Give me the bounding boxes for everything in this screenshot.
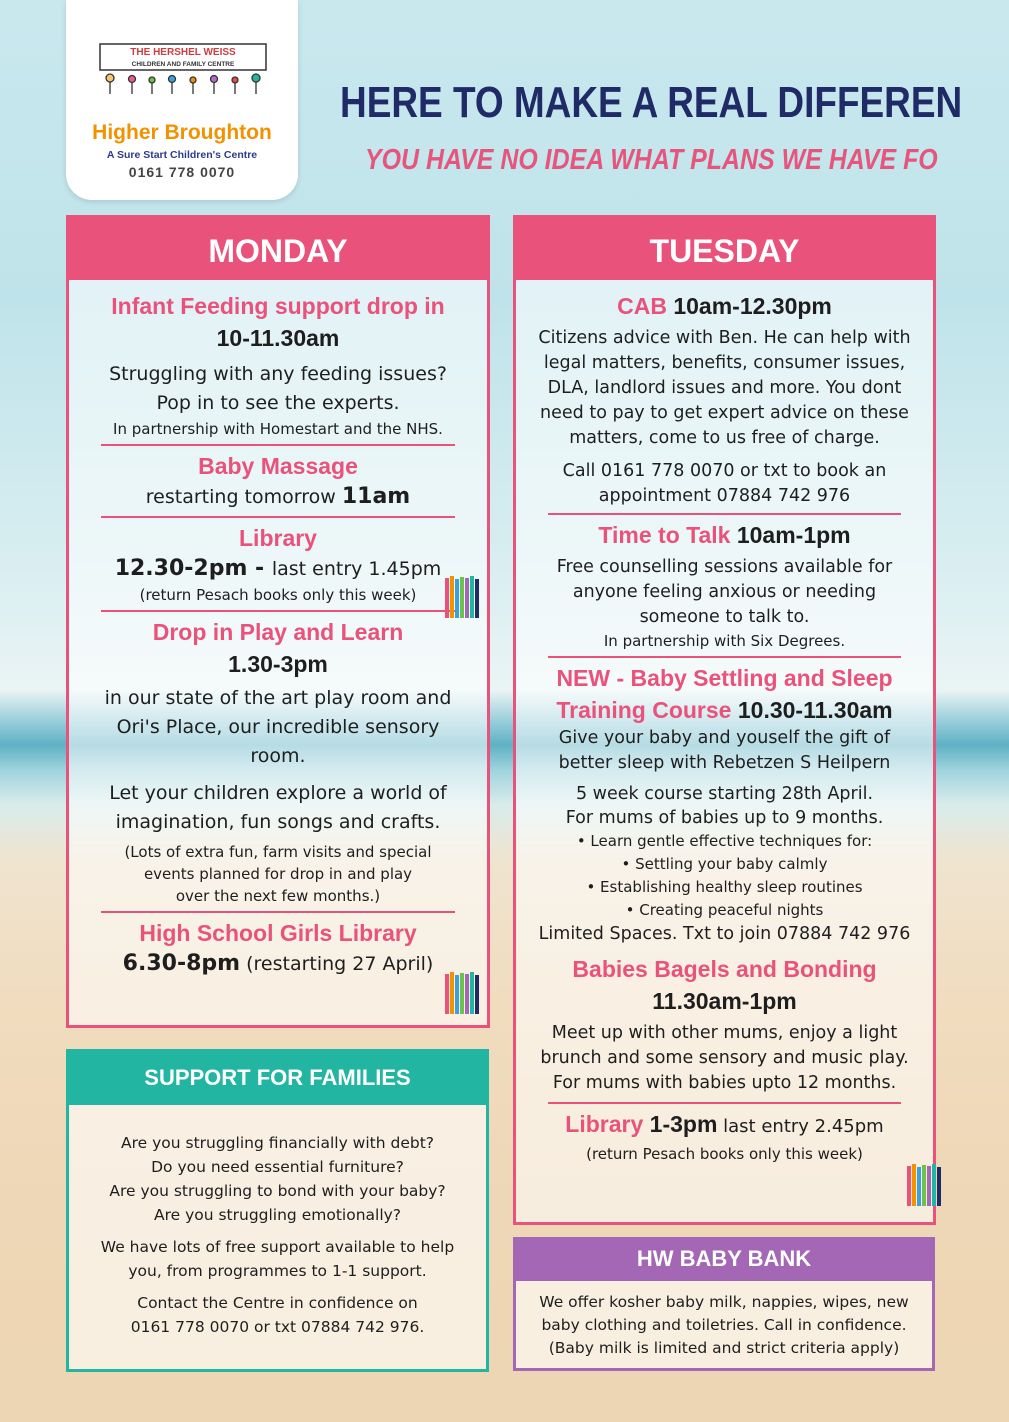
monday-heading: MONDAY	[66, 215, 490, 280]
cab-desc-5: matters, come to us free of charge.	[569, 428, 880, 448]
support-question-2: Do you need essential furniture?	[151, 1158, 404, 1176]
sleep-course-desc-4: For mums of babies up to 9 months.	[565, 808, 884, 828]
divider	[548, 1102, 901, 1104]
cab-desc-4: need to pay to get expert advice on these	[540, 403, 909, 423]
play-learn-title: Drop in Play and Learn	[152, 619, 404, 645]
girls-library-note: (restarting 27 April)	[240, 953, 434, 975]
time-to-talk-title: Time to Talk	[598, 522, 731, 548]
bagels-desc-1: Meet up with other mums, enjoy a light	[551, 1023, 898, 1043]
tuesday-heading: TUESDAY	[513, 215, 936, 280]
sleep-course-time: 10.30-11.30am	[731, 697, 893, 723]
play-learn-note-3: over the next few months.)	[175, 887, 381, 905]
bagels-title: Babies Bagels and Bonding	[572, 956, 877, 982]
time-to-talk-desc-1: Free counselling sessions available for	[556, 557, 893, 577]
infant-feeding-desc-2: Pop in to see the experts.	[156, 392, 400, 414]
support-panel	[66, 1049, 489, 1372]
time-to-talk-desc-2: anyone feeling anxious or needing	[572, 582, 877, 602]
sleep-course-bullet-4: • Creating peaceful nights	[625, 901, 824, 919]
bagels-desc-3: For mums with babies upto 12 months.	[552, 1073, 897, 1093]
baby-bank-line-2: baby clothing and toiletries. Call in confidence.	[541, 1316, 907, 1334]
support-question-1: Are you struggling financially with debt?	[120, 1134, 434, 1152]
tuesday-library-entry: last entry 2.45pm	[717, 1116, 884, 1137]
books-icon	[444, 972, 484, 1014]
monday-library-entry: last entry 1.45pm	[271, 558, 442, 580]
play-learn-desc-3: room.	[250, 745, 306, 767]
time-to-talk-desc-3: someone to talk to.	[639, 607, 810, 627]
cab-call-2: appointment 07884 742 976	[598, 486, 851, 506]
header-clip	[0, 0, 1009, 200]
girls-library-title: High School Girls Library	[139, 920, 417, 946]
baby-massage-title: Baby Massage	[198, 453, 358, 479]
page-subheadline: YOU HAVE NO IDEA WHAT PLANS WE HAVE FO	[365, 144, 938, 176]
monday-library-note: (return Pesach books only this week)	[139, 586, 417, 604]
sleep-course-bullet-2: • Settling your baby calmly	[621, 855, 828, 873]
monday-library-title: Library	[239, 525, 317, 551]
cab-title: CAB	[617, 293, 667, 319]
baby-bank-line-3: (Baby milk is limited and strict criteria apply)	[548, 1339, 900, 1357]
monday-library-time: 12.30-2pm -	[114, 556, 272, 581]
centre-name: Higher Broughton	[92, 121, 272, 144]
support-question-3: Are you struggling to bond with your baby?	[109, 1182, 446, 1200]
play-learn-note-2: events planned for drop in and play	[143, 865, 413, 883]
cab-desc-3: DLA, landlord issues and more. You dont	[547, 378, 902, 398]
bagels-section	[516, 953, 933, 1096]
infant-feeding-desc-1: Struggling with any feeding issues?	[109, 363, 447, 385]
sleep-course-title-1: NEW - Baby Settling and Sleep	[556, 665, 893, 691]
centre-subtitle: A Sure Start Children's Centre	[106, 149, 258, 161]
bagels-time: 11.30am-1pm	[652, 988, 797, 1014]
cab-desc-1: Citizens advice with Ben. He can help with	[538, 328, 911, 348]
support-contact-2: 0161 778 0070 or txt 07884 742 976.	[130, 1318, 425, 1336]
divider	[101, 516, 455, 518]
baby-bank-heading: HW BABY BANK	[513, 1237, 935, 1281]
tuesday-library-time: 1-3pm	[643, 1111, 718, 1137]
infant-feeding-section	[69, 280, 487, 440]
sleep-course-desc-2: better sleep with Rebetzen S Heilpern	[558, 753, 891, 773]
play-learn-desc-1: in our state of the art play room and	[104, 687, 452, 709]
bagels-desc-2: brunch and some sensory and music play.	[540, 1048, 909, 1068]
divider	[548, 513, 901, 515]
girls-library-time: 6.30-8pm	[122, 951, 241, 976]
cab-call-1: Call 0161 778 0070 or txt to book an	[562, 461, 887, 481]
support-heading: SUPPORT FOR FAMILIES	[66, 1049, 489, 1105]
baby-massage-section	[69, 450, 487, 512]
time-to-talk-time: 10am-1pm	[730, 522, 851, 548]
centre-phone: 0161 778 0070	[128, 164, 236, 180]
support-contact-1: Contact the Centre in confidence on	[137, 1294, 418, 1312]
support-programmes-2: you, from programmes to 1-1 support.	[128, 1262, 427, 1280]
support-question-4: Are you struggling emotionally?	[153, 1206, 402, 1224]
sleep-course-bullet-1: • Learn gentle effective techniques for:	[576, 832, 873, 850]
books-icon	[444, 576, 484, 618]
play-learn-note-1: (Lots of extra fun, farm visits and special	[124, 843, 432, 861]
sleep-course-bullet-3: • Establishing healthy sleep routines	[586, 878, 863, 896]
cab-section	[516, 280, 933, 509]
svg-text:CHILDREN AND FAMILY CENTRE: CHILDREN AND FAMILY CENTRE	[131, 61, 235, 68]
cab-time: 10am-12.30pm	[666, 293, 832, 319]
page-headline: HERE TO MAKE A REAL DIFFEREN	[340, 78, 963, 127]
time-to-talk-note: In partnership with Six Degrees.	[603, 632, 846, 650]
monday-library-section	[69, 522, 487, 606]
sleep-course-section	[516, 662, 933, 947]
books-icon	[906, 1164, 946, 1206]
girls-library-section	[69, 917, 487, 979]
divider	[548, 656, 901, 658]
play-learn-desc-2: Ori's Place, our incredible sensory	[116, 716, 440, 738]
tuesday-panel	[513, 215, 936, 1225]
play-learn-time: 1.30-3pm	[228, 651, 328, 677]
divider	[101, 610, 455, 612]
infant-feeding-time: 10-11.30am	[216, 325, 340, 351]
infant-feeding-title: Infant Feeding support drop in	[111, 293, 445, 319]
sleep-course-limited: Limited Spaces. Txt to join 07884 742 976	[538, 924, 911, 944]
time-to-talk-section	[516, 519, 933, 652]
tuesday-library-section	[516, 1108, 933, 1165]
play-learn-section	[69, 616, 487, 907]
cab-desc-2: legal matters, benefits, consumer issues,	[543, 353, 906, 373]
divider	[101, 444, 455, 446]
divider	[101, 911, 455, 913]
baby-bank-line-1: We offer kosher baby milk, nappies, wipes, new	[539, 1293, 909, 1311]
play-learn-desc-5: imagination, fun songs and crafts.	[115, 811, 441, 833]
play-learn-desc-4: Let your children explore a world of	[109, 782, 447, 804]
sleep-course-title-2: Training Course	[556, 697, 732, 723]
svg-text:THE HERSHEL WEISS: THE HERSHEL WEISS	[130, 47, 236, 58]
sleep-course-desc-1: Give your baby and youself the gift of	[558, 728, 891, 748]
tuesday-library-title: Library	[565, 1111, 644, 1137]
baby-bank-panel	[513, 1237, 935, 1371]
support-programmes-1: We have lots of free support available to help	[100, 1238, 455, 1256]
sleep-course-desc-3: 5 week course starting 28th April.	[575, 784, 874, 804]
infant-feeding-note: In partnership with Homestart and the NHS.	[113, 420, 443, 438]
tuesday-library-note: (return Pesach books only this week)	[586, 1145, 863, 1163]
baby-massage-text: restarting tomorrow	[145, 486, 342, 508]
monday-panel	[66, 215, 490, 1028]
baby-massage-time: 11am	[341, 484, 411, 509]
